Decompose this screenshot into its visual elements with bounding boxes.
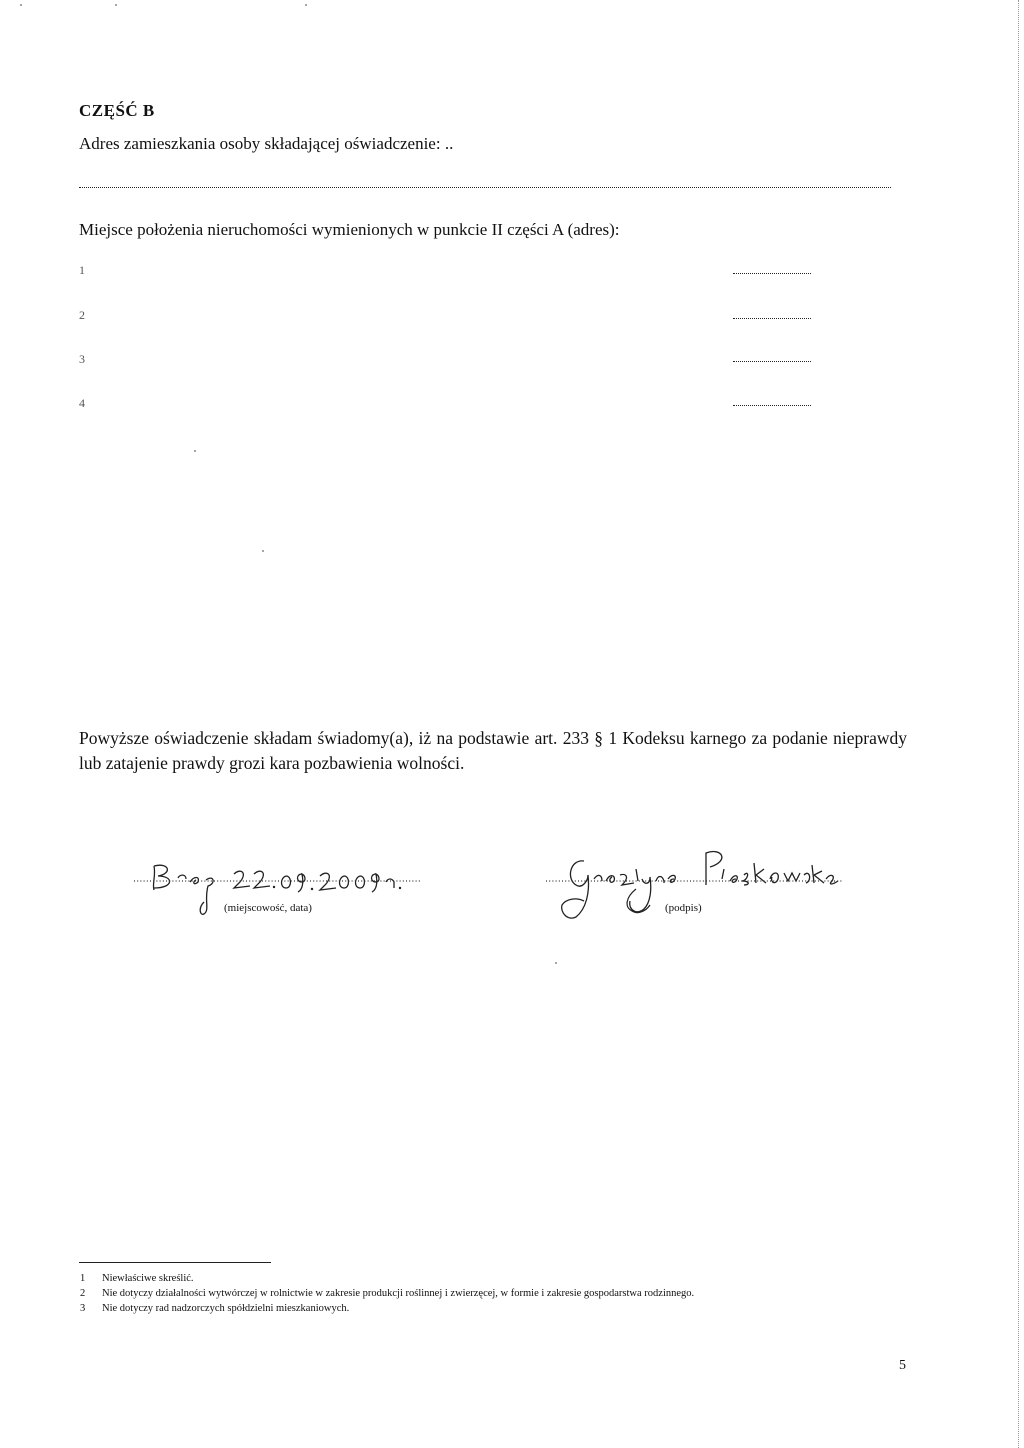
scan-speck: [262, 550, 264, 552]
scan-speck: [305, 4, 307, 6]
property-location-label: Miejsce położenia nieruchomości wymienionych w punkcie II części A (adres):: [79, 220, 620, 239]
footnote-separator: [79, 1262, 271, 1263]
declaration-statement: Powyższe oświadczenie składam świadomy(a), iż na podstawie art. 233 § 1 Kodeksu karnego za podanie nieprawdy lub zatajenie prawdy grozi kara pozbawienia wolności.: [79, 728, 907, 773]
property-entry-number: 2: [79, 308, 85, 322]
footnote-text: Nie dotyczy działalności wytwórczej w rolnictwie w zakresie produkcji roślinnej i zwierzęcej, w formie i zakresie gospodarstwa rodzinnego.: [102, 1288, 695, 1299]
property-entry-number: 3: [79, 352, 85, 366]
footnote-number: 2: [80, 1288, 86, 1299]
property-entry-line: [733, 318, 811, 319]
property-entry-line: [733, 273, 811, 274]
footnote-text: Niewłaściwe skreślić.: [102, 1273, 194, 1284]
property-entry-number: 1: [79, 263, 85, 277]
page-number: 5: [899, 1358, 906, 1373]
footnote-item: [80, 1271, 694, 1286]
section-heading: CZĘŚĆ B: [79, 101, 155, 120]
property-entry-number: 4: [79, 396, 85, 410]
residence-address-line: [79, 187, 891, 188]
footnote-item: [80, 1286, 694, 1301]
footnote-number: 1: [80, 1273, 86, 1284]
scan-speck: [115, 4, 117, 6]
residence-address-label: Adres zamieszkania osoby składającej oświadczenie: ..: [79, 134, 454, 153]
scan-speck: [194, 450, 196, 452]
property-entry-line: [733, 405, 811, 406]
scan-edge-artifact: [1018, 0, 1021, 1448]
footnote-text: Nie dotyczy rad nadzorczych spółdzielni mieszkaniowych.: [102, 1303, 350, 1314]
scan-speck: [555, 962, 557, 964]
footnote-number: 3: [80, 1303, 86, 1314]
property-entry-line: [733, 361, 811, 362]
signature-caption: (podpis): [665, 902, 702, 914]
footnote-item: [80, 1301, 694, 1316]
scan-speck: [20, 4, 22, 6]
place-date-caption: (miejscowość, data): [224, 902, 312, 914]
footnotes: [80, 1271, 694, 1316]
